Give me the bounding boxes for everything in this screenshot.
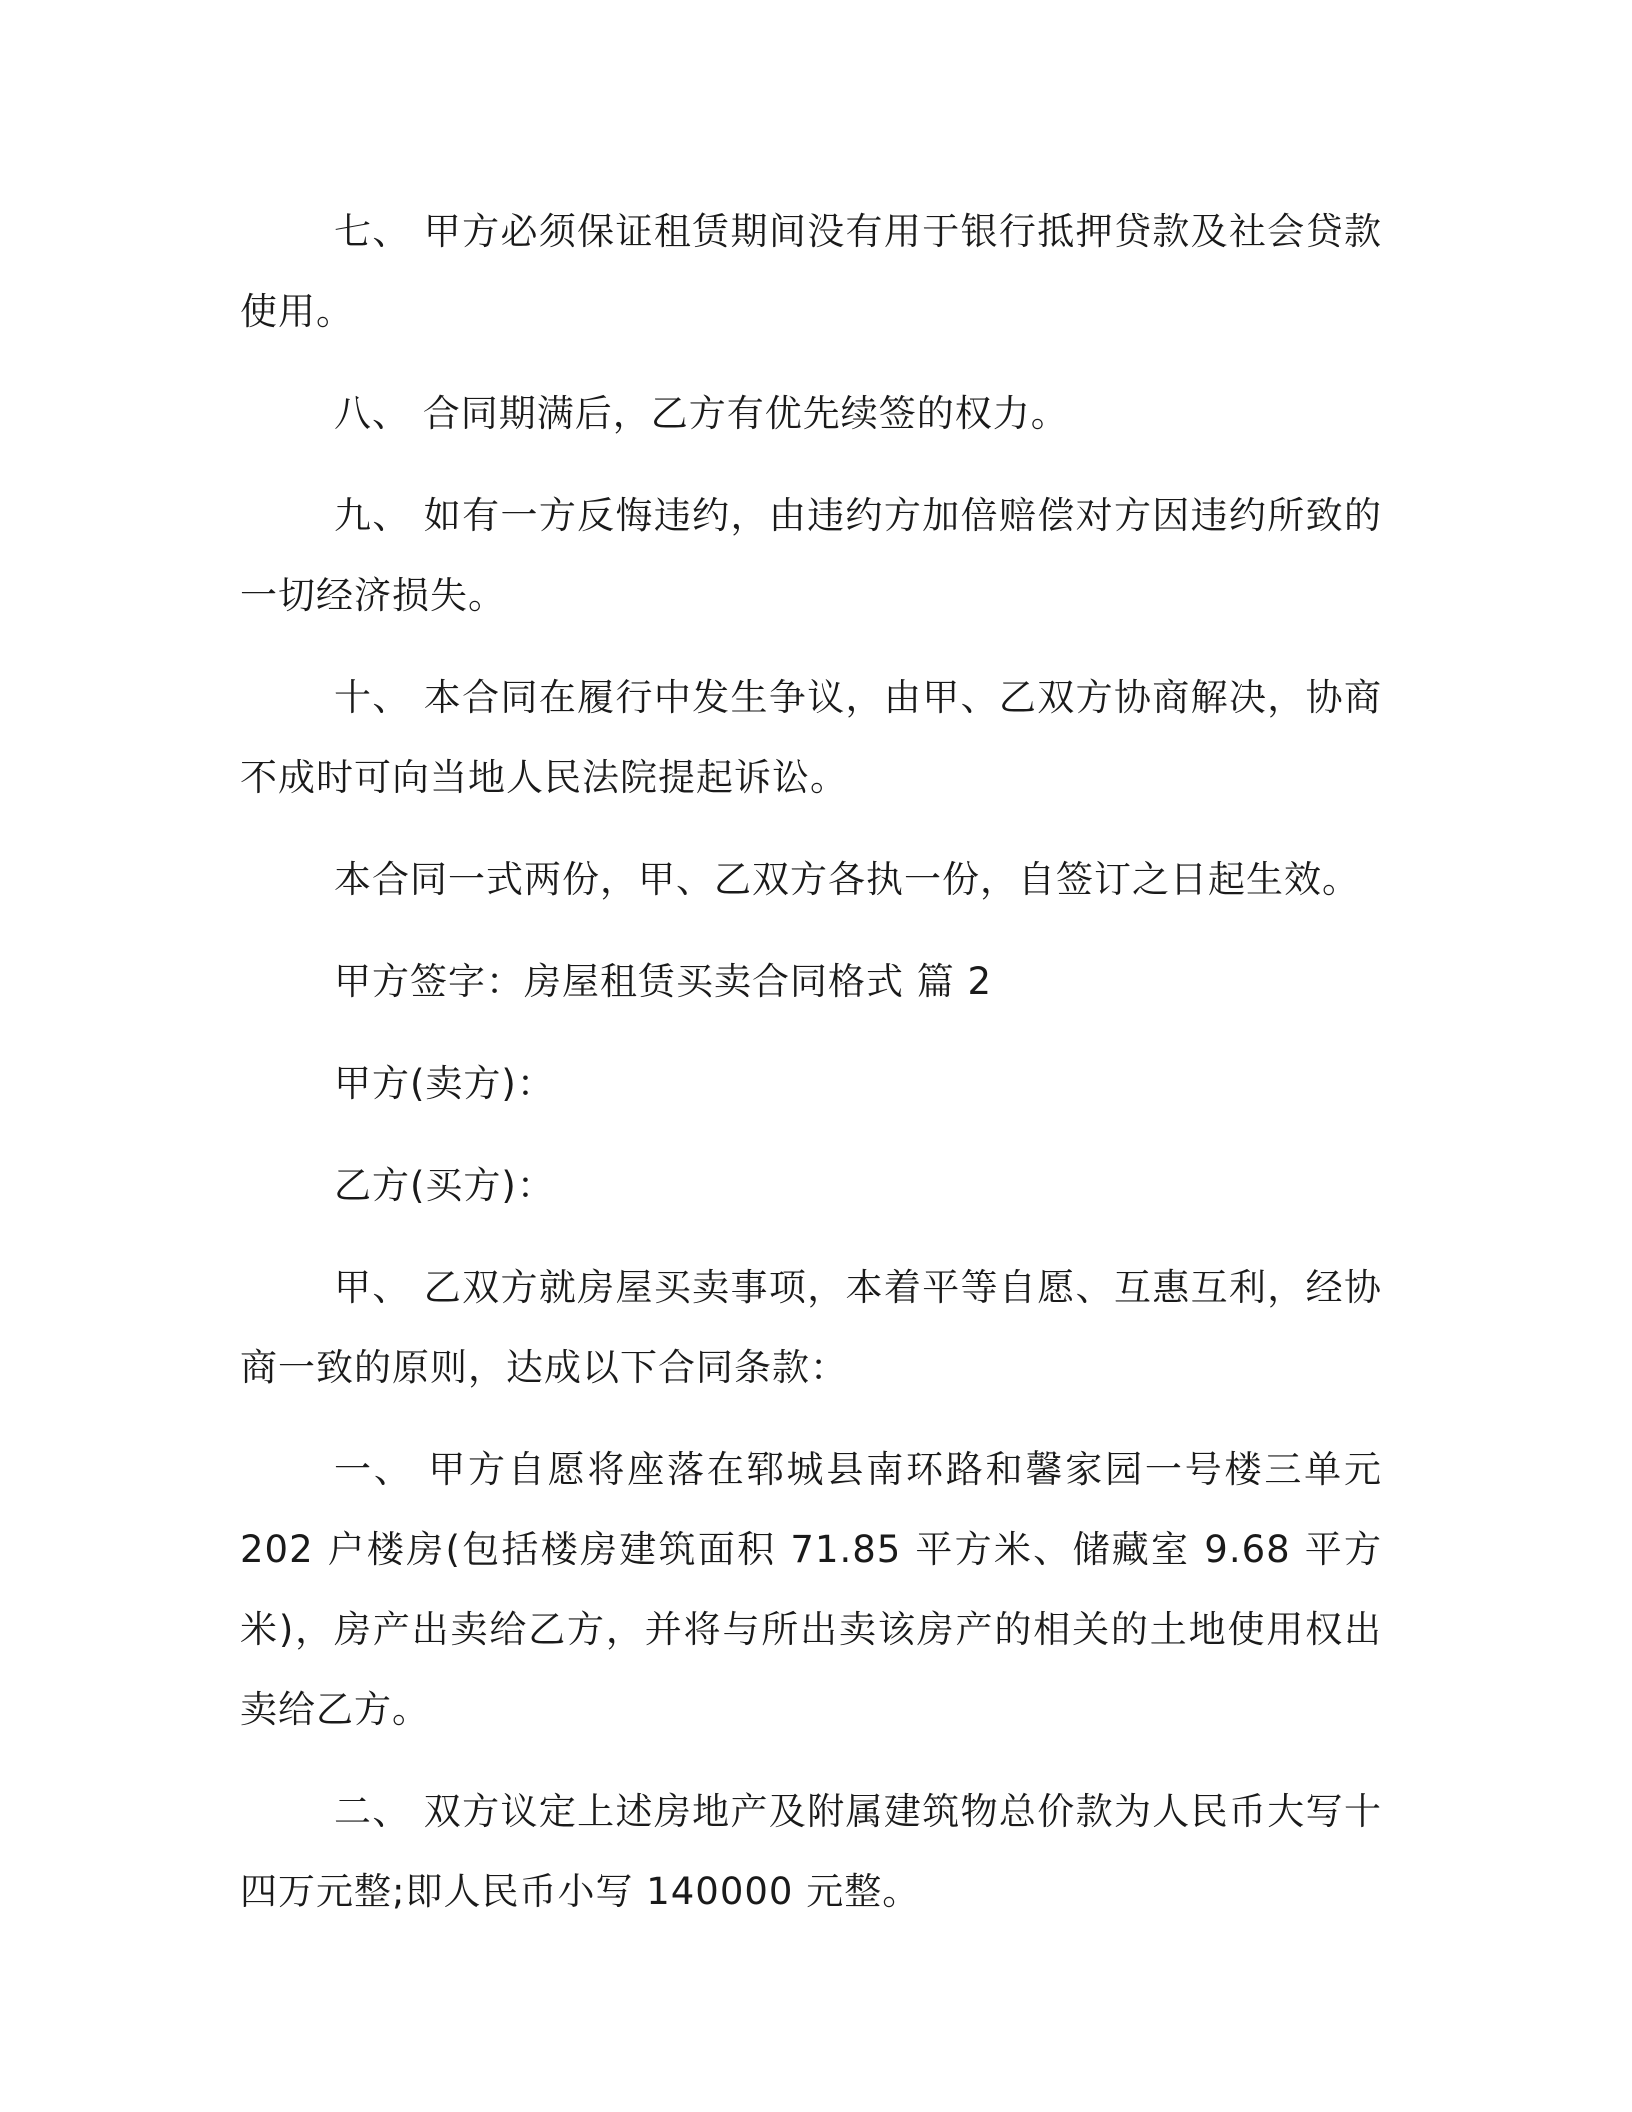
party-a-seller-line: 甲方(卖方)：	[334, 1062, 555, 1105]
clause-one: 一、 甲方自愿将座落在郓城县南环路和馨家园一号楼三单元 202 户楼房(包括楼房建筑面积 71.85 平方米、储藏室 9.68 平方米)，房产出卖给乙方，并将与所出卖该房产的相关的土地使用权出卖给乙方。	[240, 1448, 1395, 1731]
clause-two: 二、 双方议定上述房地产及附属建筑物总价款为人民币大写十四万元整;即人民币小写 140000 元整。	[240, 1790, 1382, 1913]
clause-nine: 九、 如有一方反悔违约，由违约方加倍赔偿对方因违约所致的一切经济损失。	[240, 494, 1382, 617]
clause-seven: 七、 甲方必须保证租赁期间没有用于银行抵押贷款及社会贷款使用。	[240, 210, 1382, 333]
party-a-signature-line: 甲方签字：房屋租赁买卖合同格式 篇 2	[334, 960, 993, 1003]
clause-ten: 十、 本合同在履行中发生争议，由甲、乙双方协商解决，协商不成时可向当地人民法院提起诉讼。	[240, 676, 1382, 799]
agreement-preamble: 甲、 乙双方就房屋买卖事项，本着平等自愿、互惠互利，经协商一致的原则，达成以下合同条款：	[240, 1266, 1382, 1389]
contract-copies-statement: 本合同一式两份，甲、乙双方各执一份，自签订之日起生效。	[334, 858, 1360, 901]
document-body	[240, 192, 1395, 1932]
clause-eight: 八、 合同期满后，乙方有优先续签的权力。	[334, 392, 1069, 435]
party-b-buyer-line: 乙方(买方)：	[334, 1164, 555, 1207]
